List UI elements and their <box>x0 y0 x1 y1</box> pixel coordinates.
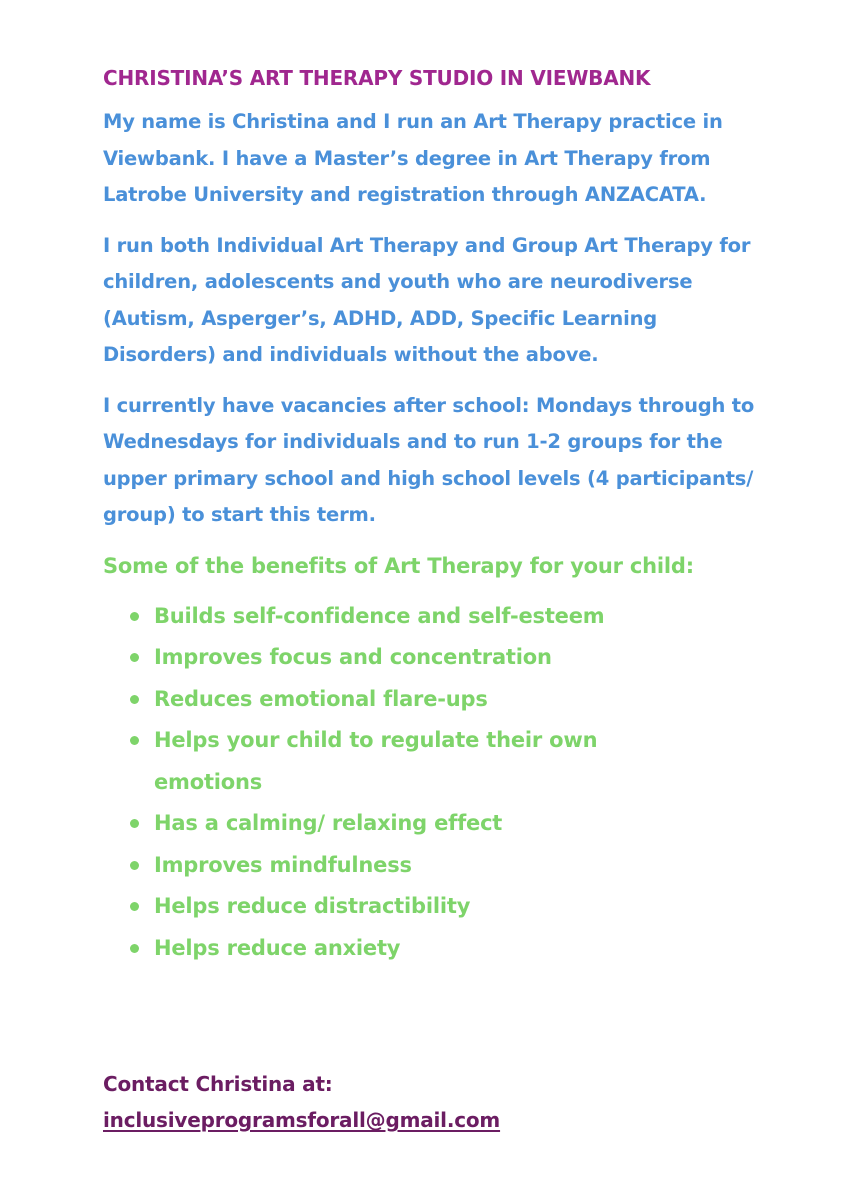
contact-email-link[interactable]: inclusiveprogramsforall@gmail.com <box>103 1108 501 1132</box>
list-item <box>154 637 654 679</box>
contact-label: Contact Christina at: <box>103 1072 333 1096</box>
list-item-text: Builds self-confidence and self-esteem <box>154 603 605 628</box>
list-item-text: Has a calming/ relaxing effect <box>154 811 503 835</box>
list-item-text: Improves focus and concentration <box>154 645 552 669</box>
benefits-list <box>103 596 763 970</box>
page-title: CHRISTINA’S ART THERAPY STUDIO IN VIEWBANK <box>103 66 651 90</box>
bullet-icon <box>130 861 139 870</box>
bullet-icon <box>130 653 139 662</box>
document-body <box>103 60 763 969</box>
contact-section <box>103 1066 500 1138</box>
list-item <box>154 928 654 970</box>
benefits-heading: Some of the benefits of Art Therapy for your child: <box>103 553 694 578</box>
list-item-text: Improves mindfulness <box>154 852 412 877</box>
bullet-icon <box>130 736 139 745</box>
list-item-text: Helps reduce anxiety <box>154 935 401 960</box>
bullet-icon <box>130 902 139 911</box>
list-item <box>154 803 654 845</box>
bullet-icon <box>130 695 139 704</box>
list-item <box>154 596 654 638</box>
list-item-text: Helps reduce distractibility <box>154 894 471 918</box>
services-paragraph: I run both Individual Art Therapy and Group Art Therapy for children, adolescents and youth who are neurodiverse (Autism, Asperger’s, ADHD, ADD, Specific Learning Disorders) and individuals without the above. <box>103 233 751 366</box>
bullet-icon <box>130 612 139 621</box>
intro-paragraph: My name is Christina and I run an Art Therapy practice in Viewbank. I have a Master’s degree in Art Therapy from Latrobe University and registration through ANZACATA. <box>103 110 723 206</box>
list-item <box>154 845 654 887</box>
bullet-icon <box>130 944 139 953</box>
vacancies-paragraph: I currently have vacancies after school: Mondays through to Wednesdays for individuals and to run 1-2 groups for the upper primary school and high school levels (4 participants/ group) to start this term. <box>103 393 755 526</box>
list-item <box>154 720 654 803</box>
list-item <box>154 679 654 721</box>
list-item-text: Helps your child to regulate their own emotions <box>154 728 598 794</box>
list-item <box>154 886 654 928</box>
bullet-icon <box>130 819 139 828</box>
list-item-text: Reduces emotional flare-ups <box>154 686 488 711</box>
